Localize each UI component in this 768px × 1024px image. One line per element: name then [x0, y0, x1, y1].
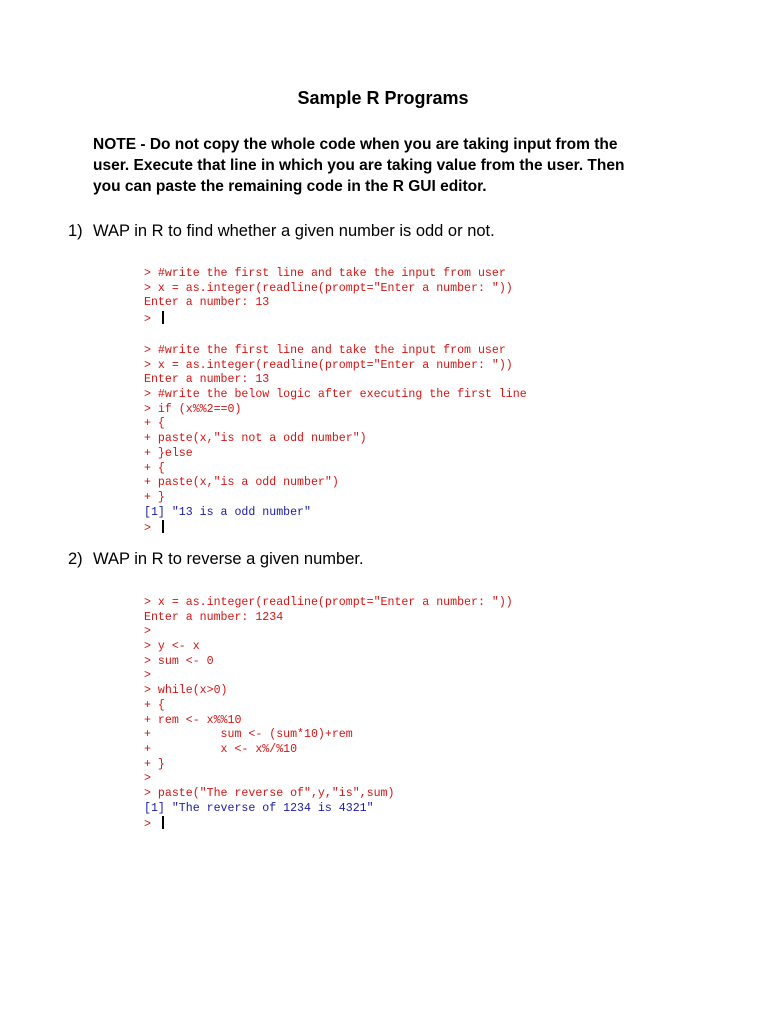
- console-code-line: [144, 282, 513, 297]
- console-code-line: [144, 816, 513, 831]
- console-code-line: [144, 714, 513, 729]
- console-line-text: > x = as.integer(readline(prompt="Enter a number: ")): [144, 281, 513, 295]
- console-line-text: + {: [144, 417, 165, 431]
- console-line-text: >: [144, 625, 151, 639]
- question-number: 2): [68, 550, 83, 568]
- console-code-line: [144, 772, 513, 787]
- console-code-line: [144, 743, 513, 758]
- console-code-line: [144, 403, 527, 418]
- console-line-text: > paste("The reverse of",y,"is",sum): [144, 786, 395, 800]
- question-2: [68, 548, 364, 570]
- console-line-text: + {: [144, 698, 165, 712]
- console-line-text: >: [144, 669, 151, 683]
- console-line-text: >: [144, 772, 151, 786]
- console-code-line: [144, 432, 527, 447]
- console-code-line: [144, 344, 527, 359]
- r-console-screenshot: [144, 344, 527, 535]
- question-text: WAP in R to find whether a given number is odd or not.: [93, 222, 495, 240]
- console-code-line: [144, 520, 527, 535]
- console-line-text: >: [144, 818, 158, 832]
- console-code-line: [144, 611, 513, 626]
- console-line-text: + paste(x,"is not a odd number"): [144, 432, 367, 446]
- note-line: NOTE - Do not copy the whole code when you are taking input from the: [93, 136, 618, 153]
- console-line-text: > x = as.integer(readline(prompt="Enter a number: ")): [144, 596, 513, 609]
- question-text: WAP in R to reverse a given number.: [93, 550, 364, 568]
- console-line-text: >: [144, 522, 158, 536]
- text-cursor-icon: [162, 520, 164, 533]
- note-line: you can paste the remaining code in the R GUI editor.: [93, 178, 487, 195]
- console-code-line: [144, 417, 527, 432]
- r-console-screenshot: [144, 596, 513, 831]
- console-line-text: [1] "13 is a odd number": [144, 505, 311, 519]
- console-code-line: [144, 373, 527, 388]
- console-line-text: > #write the first line and take the input from user: [144, 344, 506, 357]
- console-code-line: [144, 669, 513, 684]
- console-code-line: [144, 758, 513, 773]
- console-code-line: [144, 491, 527, 506]
- console-code-line: [144, 447, 527, 462]
- note-line: user. Execute that line in which you are taking value from the user. Then: [93, 157, 625, 174]
- text-cursor-icon: [162, 816, 164, 829]
- console-line-text: Enter a number: 1234: [144, 610, 284, 624]
- console-code-line: [144, 640, 513, 655]
- console-line-text: + sum <- (sum*10)+rem: [144, 728, 353, 742]
- console-code-line: [144, 359, 527, 374]
- text-cursor-icon: [162, 311, 164, 324]
- console-code-line: [144, 699, 513, 714]
- console-line-text: > #write the below logic after executing the first line: [144, 388, 527, 402]
- console-code-line: [144, 388, 527, 403]
- console-line-text: > #write the first line and take the input from user: [144, 267, 506, 280]
- console-line-text: > while(x>0): [144, 684, 228, 698]
- console-output-line: [144, 802, 513, 817]
- console-line-text: + {: [144, 461, 165, 475]
- console-code-line: [144, 787, 513, 802]
- console-line-text: >: [144, 313, 158, 327]
- console-line-text: > x = as.integer(readline(prompt="Enter a number: ")): [144, 358, 513, 372]
- console-line-text: [1] "The reverse of 1234 is 4321": [144, 801, 374, 815]
- console-line-text: > sum <- 0: [144, 654, 214, 668]
- console-line-text: + }else: [144, 446, 193, 460]
- console-line-text: + x <- x%/%10: [144, 742, 298, 756]
- console-code-line: [144, 311, 513, 326]
- console-line-text: Enter a number: 13: [144, 373, 270, 387]
- console-code-line: [144, 462, 527, 477]
- question-1: [68, 220, 495, 242]
- console-code-line: [144, 684, 513, 699]
- console-code-line: [144, 655, 513, 670]
- console-code-line: [144, 625, 513, 640]
- console-code-line: [144, 476, 527, 491]
- console-line-text: + }: [144, 490, 165, 504]
- console-line-text: > y <- x: [144, 640, 200, 654]
- console-code-line: [144, 296, 513, 311]
- console-line-text: + rem <- x%%10: [144, 713, 242, 727]
- console-line-text: Enter a number: 13: [144, 296, 270, 310]
- console-code-line: [144, 728, 513, 743]
- question-number: 1): [68, 222, 83, 240]
- console-line-text: + paste(x,"is a odd number"): [144, 476, 339, 490]
- note-paragraph: [93, 134, 693, 197]
- console-output-line: [144, 506, 527, 521]
- console-line-text: > if (x%%2==0): [144, 402, 242, 416]
- console-line-text: + }: [144, 757, 165, 771]
- r-console-screenshot: [144, 267, 513, 326]
- console-code-line: [144, 267, 513, 282]
- console-code-line: [144, 596, 513, 611]
- page-title: Sample R Programs: [297, 88, 469, 108]
